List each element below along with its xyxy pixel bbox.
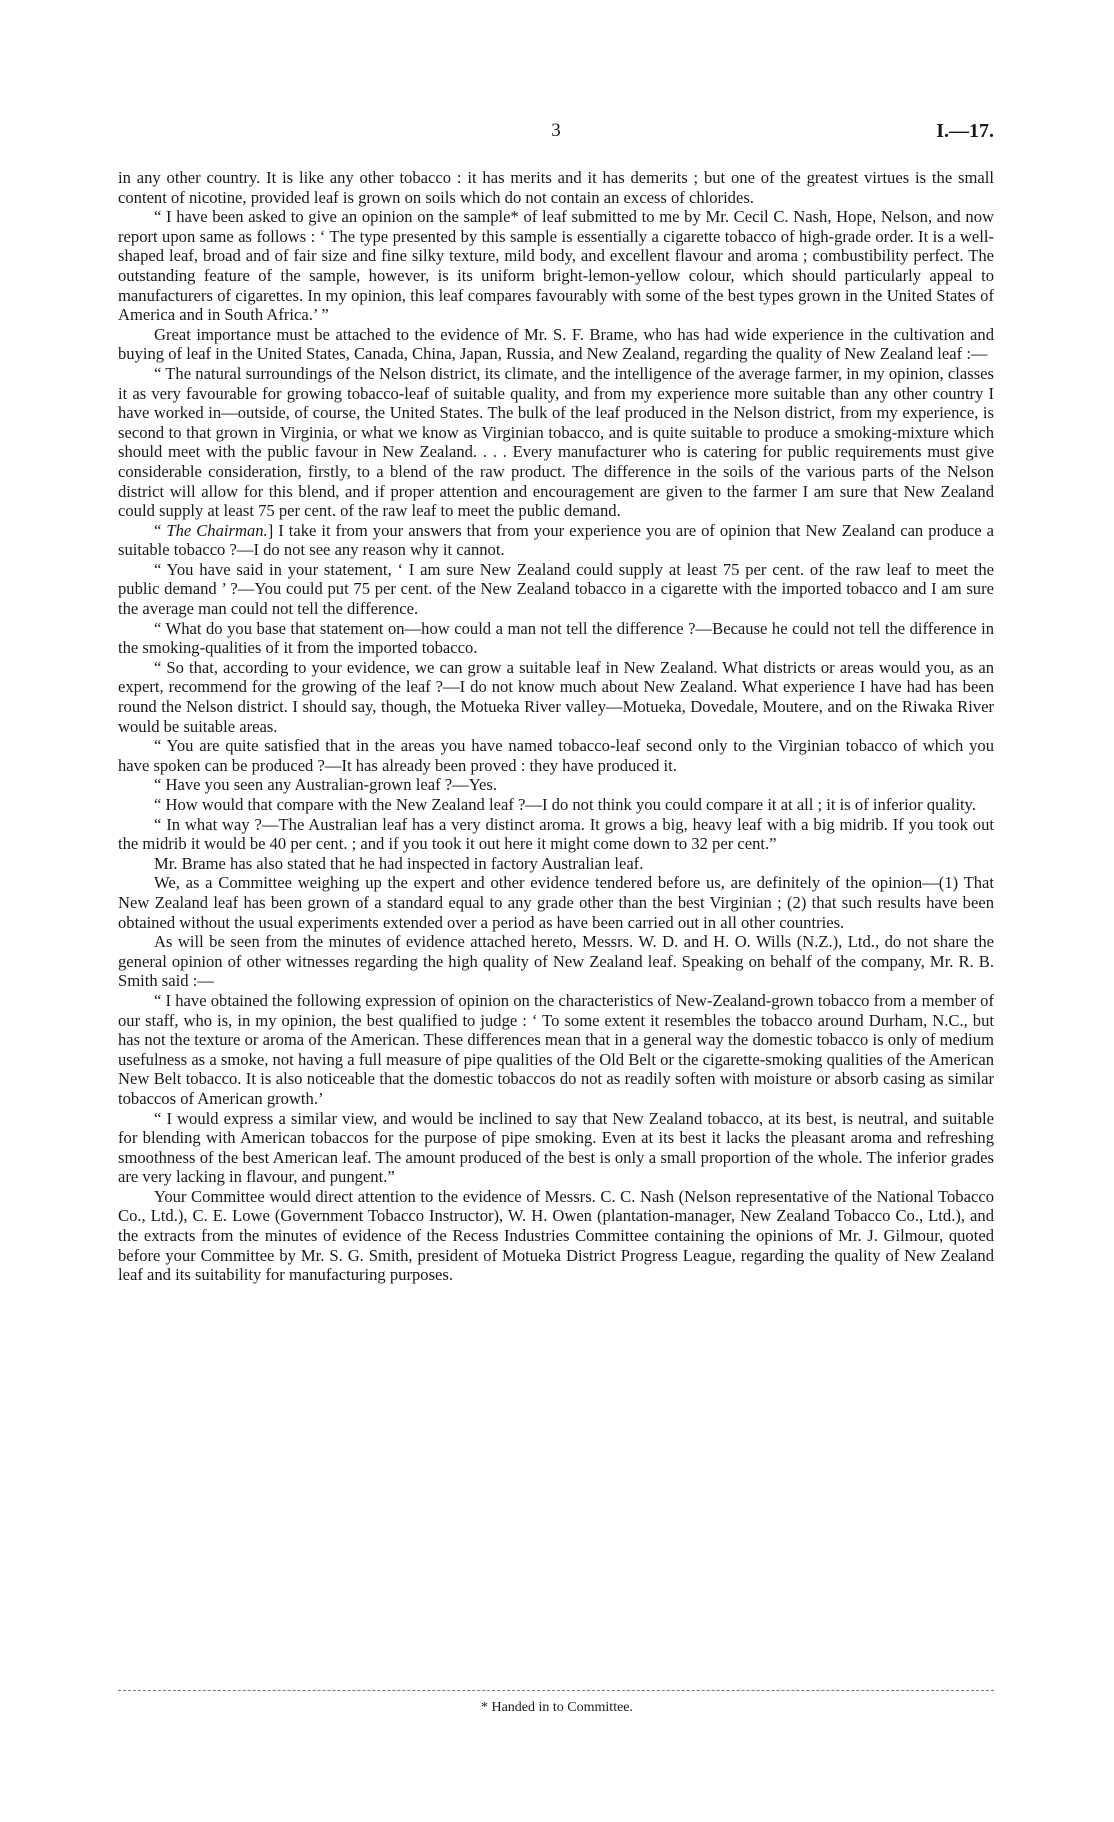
paragraph: “ You have said in your statement, ‘ I am sure New Zealand could supply at least 75 per cent. of the raw leaf to meet the public demand ’ ?—You could put 75 per cent. of the New Zealand tobacco in a cigarette with the imported tobacco and I am sure the average man could not tell the difference. <box>118 559 994 619</box>
paragraph: “ The natural surroundings of the Nelson district, its climate, and the intelligence of the average farmer, in my opinion, classes it as very favourable for growing tobacco-leaf of suitable quality, and from my experience more suitable than any other country I have worked in—outside, of course, the United States. The bulk of the leaf produced in the Nelson district, from my experience, is second to that grown in Virginia, or what we know as Virginian tobacco, and is quite suitable to produce a smoking-mixture which should meet with the public favour in New Zealand. . . . Every manufacturer who is catering for public requirements must give considerable consideration, firstly, to a blend of the raw product. The difference in the soils of the various parts of the Nelson district will allow for this blend, and if proper attention and encouragement are given to the farmer I am sure that New Zealand could supply at least 75 per cent. of the raw leaf to meet the public demand. <box>118 363 994 521</box>
paragraph: “ I would express a similar view, and would be inclined to say that New Zealand tobacco, at its best, is neutral, and suitable for blending with American tobaccos for the purpose of pipe smoking. Even at its best it lacks the pleasant aroma and refreshing smoothness of the best American leaf. The amount produced of the best is only a small proportion of the whole. The inferior grades are very lacking in flavour, and pungent.” <box>118 1108 994 1187</box>
paragraph: Great importance must be attached to the evidence of Mr. S. F. Brame, who has had wide experience in the cultivation and buying of leaf in the United States, Canada, China, Japan, Russia, and New Zealand, regarding the quality of New Zealand leaf :— <box>118 324 994 364</box>
paragraph: “ So that, according to your evidence, we can grow a suitable leaf in New Zealand. What districts or areas would you, as an expert, recommend for the growing of the leaf ?—I do not know much about New Zealand. What experience I have had has been round the Nelson district. I should say, though, the Motueka River valley—Motueka, Dovedale, Moutere, and on the Riwaka River would be suitable areas. <box>118 657 994 736</box>
footnote: * Handed in to Committee. <box>480 1700 634 1715</box>
quote-mark: “ <box>154 520 167 540</box>
chairman-paragraph <box>118 521 994 560</box>
paragraph: “ I have obtained the following expression of opinion on the characteristics of New-Zealand-grown tobacco from a member of our staff, who is, in my opinion, the best qualified to judge : ‘ To some extent it resembles the tobacco around Durham, N.C., but has not the texture or aroma of the American. These differences mean that in a general way the domestic tobacco is only of medium usefulness as a smoke, not having a full measure of pipe qualities of the Old Belt or the cigarette-smoking qualities of the American New Belt tobacco. It is also noticeable that the domestic tobaccos do not as readily soften with moisture or absorb casing as similar tobaccos of American growth.’ <box>118 990 994 1108</box>
footnote-divider <box>118 1690 994 1691</box>
paragraph: “ In what way ?—The Australian leaf has a very distinct aroma. It grows a big, heavy leaf with a big midrib. If you took out the midrib it would be 40 per cent. ; and if you took it out here it might come down to 32 per cent.” <box>118 814 994 854</box>
page-number: 3 <box>551 120 561 141</box>
paragraph: “ What do you base that statement on—how could a man not tell the difference ?—Because he could not tell the difference in the smoking-qualities of it from the imported tobacco. <box>118 618 994 658</box>
paragraph: in any other country. It is like any other tobacco : it has merits and it has demerits ; but one of the greatest virtues is the small content of nicotine, provided leaf is grown on soils which do not contain an excess of chlorides. <box>118 168 994 207</box>
paragraph: “ Have you seen any Australian-grown leaf ?—Yes. <box>154 775 497 795</box>
paragraph: “ How would that compare with the New Zealand leaf ?—I do not think you could compare it at all ; it is of inferior quality. <box>154 795 976 814</box>
page-header <box>118 120 994 148</box>
paragraph: Mr. Brame has also stated that he had inspected in factory Australian leaf. <box>154 853 644 873</box>
chairman-text: ] I take it from your answers that from your experience you are of opinion that New Zealand can produce a suitable tobacco ?—I do not see any reason why it cannot. <box>118 520 995 560</box>
page-reference: I.—17. <box>936 120 994 142</box>
report-body <box>118 168 994 1285</box>
paragraph: We, as a Committee weighing up the expert and other evidence tendered before us, are definitely of the opinion—(1) That New Zealand leaf has been grown of a standard equal to any grade other than the best Virginian ; (2) that such results have been obtained without the usual experiments extended over a period as have been carried out in all other countries. <box>118 873 994 932</box>
paragraph: As will be seen from the minutes of evidence attached hereto, Messrs. W. D. and H. O. Wills (N.Z.), Ltd., do not share the general opinion of other witnesses regarding the high quality of New Zealand leaf. Speaking on behalf of the company, Mr. R. B. Smith said :— <box>118 932 994 991</box>
paragraph: “ I have been asked to give an opinion on the sample* of leaf submitted to me by Mr. Cecil C. Nash, Hope, Nelson, and now report upon same as follows : ‘ The type presented by this sample is essentially a cigarette tobacco of high-grade order. It is a well-shaped leaf, broad and of fair size and fine silky texture, mild body, and excellent flavour and aroma ; combustibility perfect. The outstanding feature of the sample, however, is its uniform bright-lemon-yellow colour, which should particularly appeal to manufacturers of cigarettes. In my opinion, this leaf compares favourably with some of the best types grown in the United States of America and in South Africa.’ ” <box>118 207 994 325</box>
chairman-label: The Chairman. <box>166 520 268 540</box>
paragraph: Your Committee would direct attention to the evidence of Messrs. C. C. Nash (Nelson representative of the National Tobacco Co., Ltd.), C. E. Lowe (Government Tobacco Instructor), W. H. Owen (plantation-manager, New Zealand Tobacco Co., Ltd.), and the extracts from the minutes of evidence of the Recess Industries Committee containing the opinions of Mr. J. Gilmour, quoted before your Committee by Mr. S. G. Smith, president of Motueka District Progress League, regarding the quality of New Zealand leaf and its suitability for manufacturing purposes. <box>118 1186 994 1285</box>
paragraph: “ You are quite satisfied that in the areas you have named tobacco-leaf second only to the Virginian tobacco of which you have spoken can be produced ?—It has already been proved : they have produced it. <box>118 736 994 775</box>
